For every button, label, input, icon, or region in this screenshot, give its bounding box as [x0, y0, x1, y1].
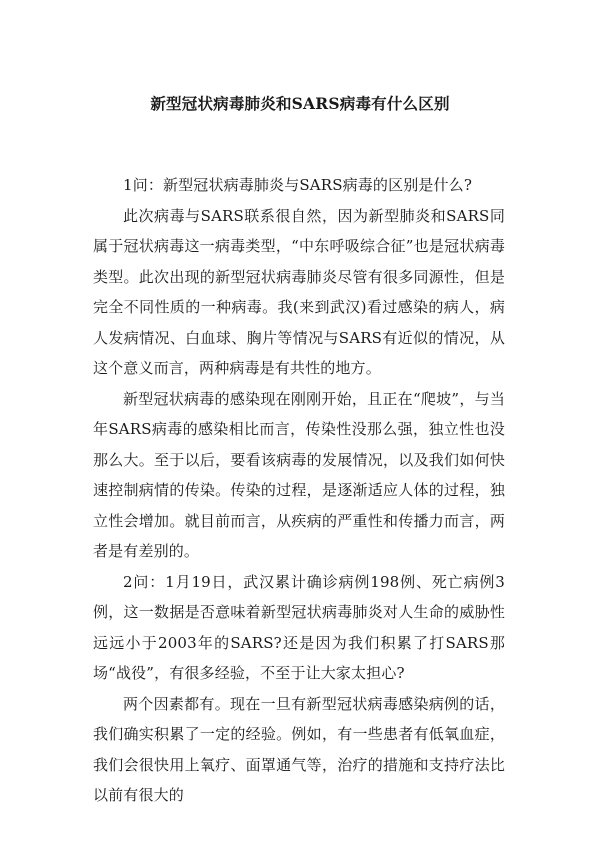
document-body: [93, 170, 505, 811]
answer-1-paragraph-2: 新型冠状病毒的感染现在刚刚开始，且正在“爬坡”，与当年SARS病毒的感染相比而言，传染性没那么强，独立性也没那么大。至于以后，要看该病毒的发展情况，以及我们如何快速控制病情的传染。传染的过程，是逐渐适应人体的过程，独立性会增加。就目前而言，从疾病的严重性和传播力而言，两者是有差别的。: [93, 389, 505, 560]
document-title: 新型冠状病毒肺炎和SARS病毒有什么区别: [150, 94, 450, 113]
question-2: 2问：1月19日，武汉累计确诊病例198例、死亡病例3例，这一数据是否意味着新型冠状病毒肺炎对人生命的威胁性远远小于2003年的SARS?还是因为我们积累了打SARS那场“战役”，有很多经验，不至于让大家太担心?: [93, 572, 505, 682]
question-1: 1问：新型冠状病毒肺炎与SARS病毒的区别是什么?: [123, 176, 473, 194]
answer-2-paragraph-1: 两个因素都有。现在一旦有新型冠状病毒感染病例的话，我们确实积累了一定的经验。例如，有一些患者有低氧血症，我们会很快用上氧疗、面罩通气等，治疗的措施和支持疗法比以前有很大的: [93, 694, 505, 804]
answer-1-paragraph-1: 此次病毒与SARS联系很自然，因为新型肺炎和SARS同属于冠状病毒这一病毒类型，“中东呼吸综合征”也是冠状病毒类型。此次出现的新型冠状病毒肺炎尽管有很多同源性，但是完全不同性质的一种病毒。我(来到武汉)看过感染的病人，病人发病情况、白血球、胸片等情况与SARS有近似的情况，从这个意义而言，两种病毒是有共性的地方。: [93, 206, 505, 377]
